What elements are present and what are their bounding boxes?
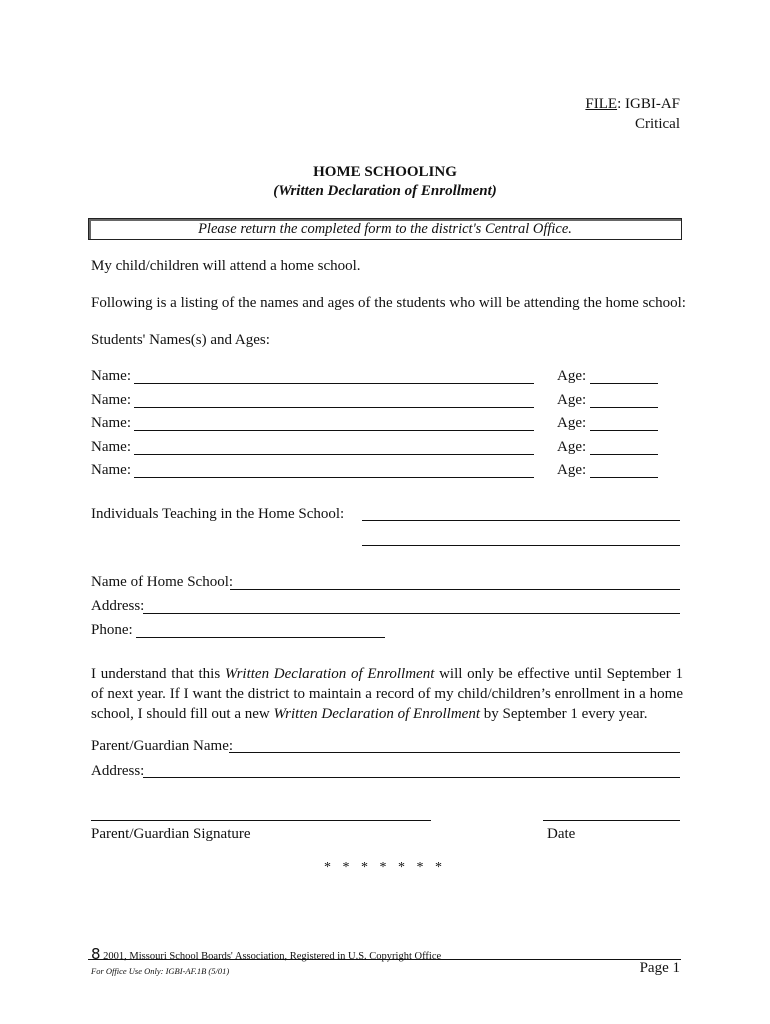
student-name-field[interactable] xyxy=(134,407,534,408)
student-age-label: Age: xyxy=(557,368,587,384)
student-age-label: Age: xyxy=(557,439,587,455)
phone-field[interactable] xyxy=(136,637,385,638)
student-name-field[interactable] xyxy=(134,454,534,455)
intro-attend: My child/children will attend a home school. xyxy=(91,258,361,274)
students-heading: Students' Names(s) and Ages: xyxy=(91,332,270,348)
phone-label: Phone: xyxy=(91,622,133,638)
student-age-field[interactable] xyxy=(590,430,658,431)
copyright-icon: 8 xyxy=(91,945,101,963)
school-name-label: Name of Home School: xyxy=(91,574,234,590)
student-name-label: Name: xyxy=(91,439,131,455)
student-name-field[interactable] xyxy=(134,383,534,384)
school-address-label: Address: xyxy=(91,598,145,614)
statement-form-name-1: Written Declaration of Enrollment xyxy=(224,666,435,682)
classification: Critical xyxy=(635,116,680,132)
student-name-label: Name: xyxy=(91,462,131,478)
student-age-label: Age: xyxy=(557,415,587,431)
footer-divider xyxy=(88,959,681,960)
student-age-field[interactable] xyxy=(590,477,658,478)
student-age-label: Age: xyxy=(557,462,587,478)
section-separator: * * * * * * * xyxy=(324,860,446,875)
student-age-field[interactable] xyxy=(590,407,658,408)
form-title: HOME SCHOOLING xyxy=(313,164,457,180)
student-name-label: Name: xyxy=(91,368,131,384)
school-name-field[interactable] xyxy=(230,589,680,590)
statement-text-2: will only be effective until September 1 of next year. If I want the district to maintain a record of my child/children’s enrollment in a home school, I should fill out a new xyxy=(91,666,683,722)
guardian-name-field[interactable] xyxy=(229,752,680,753)
form-subtitle: (Written Declaration of Enrollment) xyxy=(273,183,497,199)
teacher-field-1[interactable] xyxy=(362,520,680,521)
office-use-note: For Office Use Only: IGBI-AF.1B (5/01) xyxy=(91,966,230,976)
student-row xyxy=(0,392,770,412)
student-row xyxy=(0,462,770,482)
guardian-address-field[interactable] xyxy=(143,777,680,778)
file-value: : IGBI-AF xyxy=(617,96,680,112)
student-name-field[interactable] xyxy=(134,477,534,478)
copyright-notice xyxy=(91,945,441,963)
file-reference xyxy=(585,94,680,134)
understanding-statement xyxy=(91,664,683,724)
signature-field[interactable] xyxy=(91,820,431,821)
guardian-name-label: Parent/Guardian Name: xyxy=(91,738,234,754)
guardian-address-label: Address: xyxy=(91,763,145,779)
statement-form-name-2: Written Declaration of Enrollment xyxy=(273,706,480,722)
student-row xyxy=(0,439,770,459)
statement-text-3: by September 1 every year. xyxy=(480,706,648,722)
statement-text-1: I understand that this xyxy=(91,666,225,682)
intro-listing: Following is a listing of the names and ages of the students who will be attending the home school: xyxy=(91,295,686,311)
student-age-field[interactable] xyxy=(590,454,658,455)
signature-label: Parent/Guardian Signature xyxy=(91,826,251,842)
student-row xyxy=(0,368,770,388)
page-number: Page 1 xyxy=(639,960,680,976)
student-row xyxy=(0,415,770,435)
school-address-field[interactable] xyxy=(143,613,680,614)
student-name-field[interactable] xyxy=(134,430,534,431)
date-field[interactable] xyxy=(543,820,680,821)
teacher-field-2[interactable] xyxy=(362,545,680,546)
file-code-line xyxy=(585,94,680,114)
copyright-text: 2001, Missouri School Boards' Association, Registered in U.S. Copyright Office xyxy=(100,951,442,962)
teachers-label: Individuals Teaching in the Home School: xyxy=(91,506,345,522)
student-age-label: Age: xyxy=(557,392,587,408)
student-name-label: Name: xyxy=(91,415,131,431)
file-label: FILE xyxy=(585,96,618,112)
student-age-field[interactable] xyxy=(590,383,658,384)
return-notice-box: Please return the completed form to the district's Central Office. xyxy=(88,218,682,240)
date-label: Date xyxy=(547,826,576,842)
student-list xyxy=(0,368,770,488)
student-name-label: Name: xyxy=(91,392,131,408)
